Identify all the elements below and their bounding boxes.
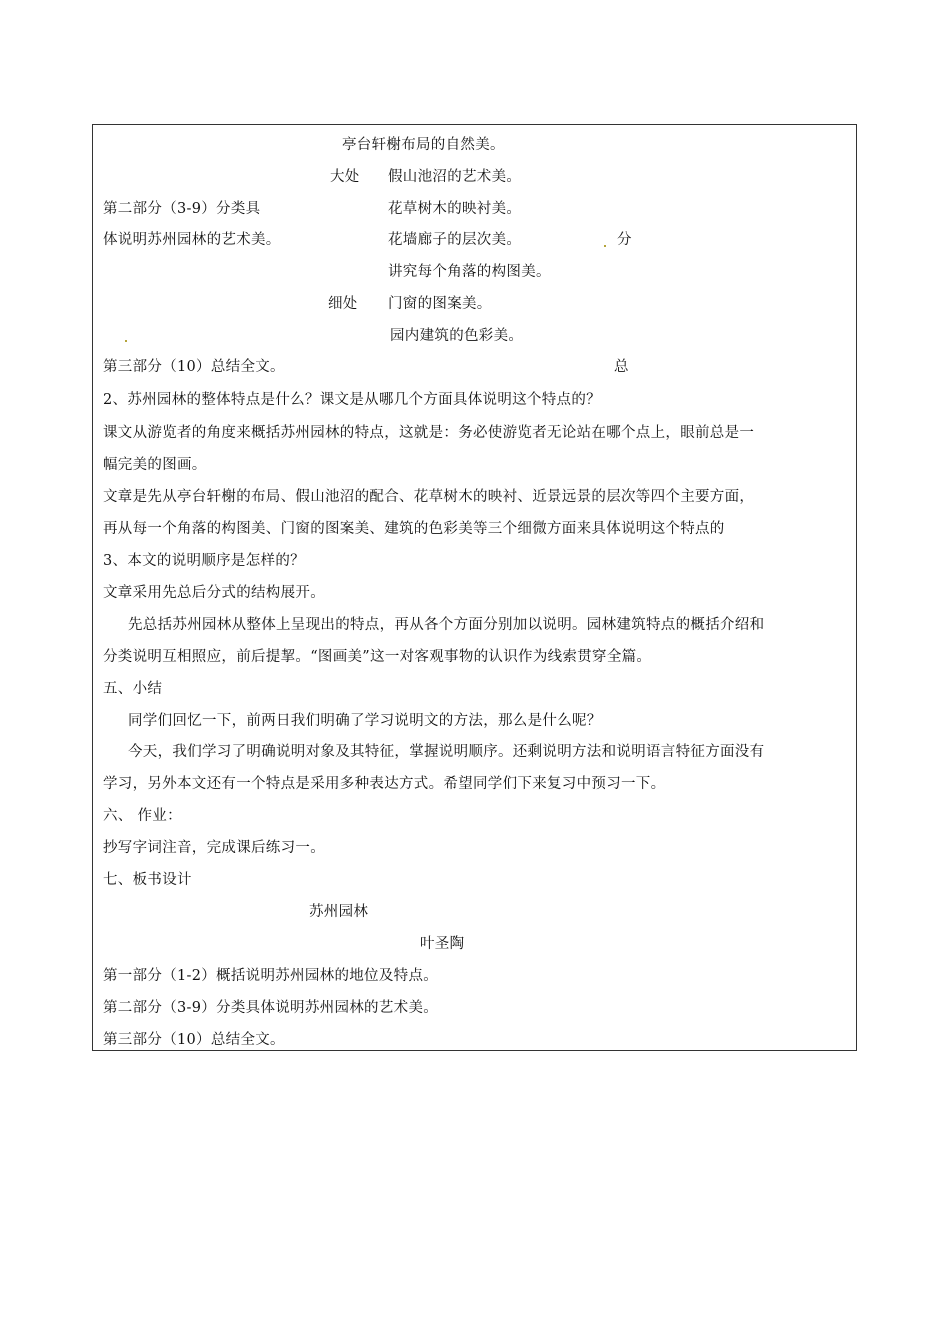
outline-corridor: 花墙廊子的层次美。 <box>388 232 522 248</box>
outline-color: 园内建筑的色彩美。 <box>390 328 524 344</box>
section-5-para-2-line-1: 今天，我们学习了明确说明对象及其特征，掌握说明顺序。还剩说明方法和说明语言特征方面没有 <box>128 744 765 760</box>
outline-part2-line2: 体说明苏州园林的艺术美。 <box>103 232 281 248</box>
outline-big-label: 大处 <box>330 169 360 185</box>
outline-fen: 分 <box>617 232 632 248</box>
board-part-1: 第一部分（1-2）概括说明苏州园林的地位及特点。 <box>103 968 439 984</box>
outline-window: 门窗的图案美。 <box>388 296 492 312</box>
section-5-heading: 五、小结 <box>103 681 163 697</box>
answer-3b-line-2: 分类说明互相照应，前后提挈。“图画美”这一对客观事物的认识作为线索贯穿全篇。 <box>103 649 652 665</box>
stray-mark <box>604 245 606 247</box>
answer-2b-line-2: 再从每一个角落的构图美、门窗的图案美、建筑的色彩美等三个细微方面来具体说明这个特点的 <box>103 521 725 537</box>
outline-rockery: 假山池沼的艺术美。 <box>388 169 522 185</box>
board-part-2: 第二部分（3-9）分类具体说明苏州园林的艺术美。 <box>103 1000 439 1016</box>
outline-part3: 第三部分（10）总结全文。 <box>103 359 285 375</box>
outline-corner: 讲究每个角落的构图美。 <box>388 264 551 280</box>
board-title: 苏州园林 <box>309 904 369 920</box>
outline-pavilion: 亭台轩榭布局的自然美。 <box>342 137 505 153</box>
question-2: 2、苏州园林的整体特点是什么？课文是从哪几个方面具体说明这个特点的？ <box>103 392 601 408</box>
section-6-heading: 六、 作业： <box>103 808 182 824</box>
stray-mark <box>125 340 127 342</box>
section-5-para-1: 同学们回忆一下，前两日我们明确了学习说明文的方法，那么是什么呢？ <box>128 713 602 729</box>
section-7-heading: 七、板书设计 <box>103 872 192 888</box>
outline-part2-line1: 第二部分（3-9）分类具 <box>103 201 261 217</box>
answer-2-line-1: 课文从游览者的角度来概括苏州园林的特点，这就是：务必使游览者无论站在哪个点上，眼前总是一 <box>103 425 755 441</box>
board-part-3: 第三部分（10）总结全文。 <box>103 1032 285 1048</box>
outline-detail-label: 细处 <box>328 296 358 312</box>
section-6-para: 抄写字词注音，完成课后练习一。 <box>103 840 325 856</box>
board-author: 叶圣陶 <box>420 936 465 952</box>
answer-3b-line-1: 先总括苏州园林从整体上呈现出的特点，再从各个方面分别加以说明。园林建筑特点的概括介绍和 <box>128 617 765 633</box>
outline-zong: 总 <box>614 359 629 375</box>
outline-flowers: 花草树木的映衬美。 <box>388 201 522 217</box>
answer-2b-line-1: 文章是先从亭台轩榭的布局、假山池沼的配合、花草树木的映衬、近景远景的层次等四个主要方面， <box>103 489 755 505</box>
question-3: 3、本文的说明顺序是怎样的？ <box>103 553 305 569</box>
section-5-para-2-line-2: 学习，另外本文还有一个特点是采用多种表达方式。希望同学们下来复习中预习一下。 <box>103 776 666 792</box>
answer-2-line-2: 幅完美的图画。 <box>103 457 207 473</box>
answer-3: 文章采用先总后分式的结构展开。 <box>103 585 325 601</box>
